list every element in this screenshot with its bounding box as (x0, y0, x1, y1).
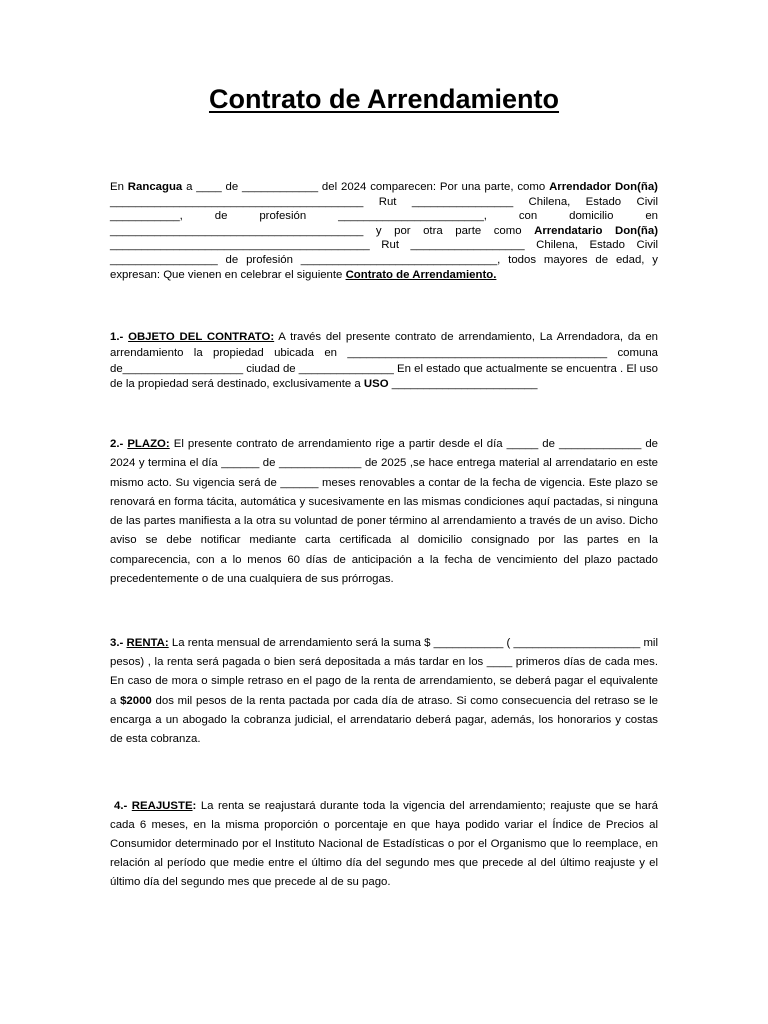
clause-3-number: 3.- (110, 637, 124, 649)
clause-1-text: A través del presente contrato de arrendamiento, La Arrendadora, da en arrendamiento la propiedad ubicada en _________________________________________ comuna de___________________ ciudad de _______________ En el estado que actualmente se encuentra . El uso de la propiedad será destinado, exclusivamente a (110, 331, 658, 391)
contract-name: Contrato de Arrendamiento. (345, 268, 497, 281)
clause-4-text: La renta se reajustará durante toda la vigencia del arrendamiento; reajuste que se hará cada 6 meses, en la misma proporción o porcentaje en que haya podido variar el Índice de Precios al Consumidor determinado por el Instituto Nacional de Estadísticas o por el Organismo que lo reemplace, en relación al período que medie entre el último día del segundo mes que precede al del último reajuste y el último día del segundo mes que precede al de su pago. (110, 800, 658, 889)
clause-3-text: La renta mensual de arrendamiento será la suma $ ___________ ( ____________________ mil pesos) , la renta será pagada o bien será depositada a más tardar en los ____ primeros días de cada mes. En caso de mora o simple retraso en el pago de la renta de arrendamiento, se deberá pagar el equivalente a (110, 637, 658, 707)
clause-2-number: 2.- (110, 438, 124, 450)
clause-4-colon: : (192, 800, 197, 812)
clause-1-paragraph (110, 330, 658, 393)
intro-paragraph (110, 180, 658, 282)
clause-1-use-label: USO (363, 378, 389, 391)
clause-4-heading: REAJUSTE (131, 800, 193, 812)
clause-2-paragraph (110, 435, 658, 589)
clause-3-amount: $2000 (120, 694, 152, 707)
clause-1-heading: OBJETO DEL CONTRATO: (128, 331, 275, 343)
lessor-role: Arrendador Don(ña) (549, 181, 658, 193)
intro-city: Rancagua (127, 181, 183, 193)
clause-2-heading: PLAZO: (127, 438, 170, 450)
intro-text-2: a ____ de ____________ del 2024 comparecen: Por una parte, como (182, 181, 550, 193)
clause-4-number: 4.- (114, 800, 128, 812)
intro-text-3: ________________________________________ Rut ________________ Chilena, Estado Civil ___________, de profesión _______________________, con domicilio en ________________________________________ y por otra parte como (110, 195, 658, 237)
clause-3-heading: RENTA: (126, 637, 169, 649)
clause-3-text-end: dos mil pesos de la renta pactada por cada día de atraso. Si como consecuencia del retraso se le encarga a un abogado la cobranza judicial, el arrendatario deberá pagar, además, los honorarios y costas de esta cobranza. (110, 694, 659, 746)
clause-1-number: 1.- (110, 331, 124, 343)
clause-1-text-end: _______________________ (388, 378, 538, 391)
clause-4-paragraph (110, 797, 658, 892)
document-title: Contrato de Arrendamiento (208, 84, 560, 114)
clause-2-text: El presente contrato de arrendamiento rige a partir desde el día _____ de _____________ de 2024 y termina el día ______ de _____________ de 2025 ,se hace entrega material al arrendatario en este mismo acto. Su vigencia será de ______ meses renovables a contar de la fecha de vigencia. Este plazo se renovará en forma tácita, automática y sucesivamente en las mismas condiciones aquí pactadas, si ninguna de las partes manifiesta a la otra su voluntad de poner término al arrendamiento a través de un aviso. Dicho aviso se debe notificar mediante carta certificada al domicilio consignado por las partes en la comparecencia, con a lo menos 60 días de anticipación a la fecha de vencimiento del plazo pactado precedentemente o de una cualquiera de sus prórrogas. (110, 438, 658, 586)
lessee-role: Arrendatario Don(ña) (534, 224, 658, 237)
intro-text-1: En (110, 181, 128, 193)
intro-text-4: _________________________________________ Rut __________________ Chilena, Estado Civil _________________ de profesión _______________________________, todos mayores de edad, y expresan: Que vienen en celebrar el siguiente (110, 239, 658, 281)
clause-3-paragraph (110, 634, 658, 749)
